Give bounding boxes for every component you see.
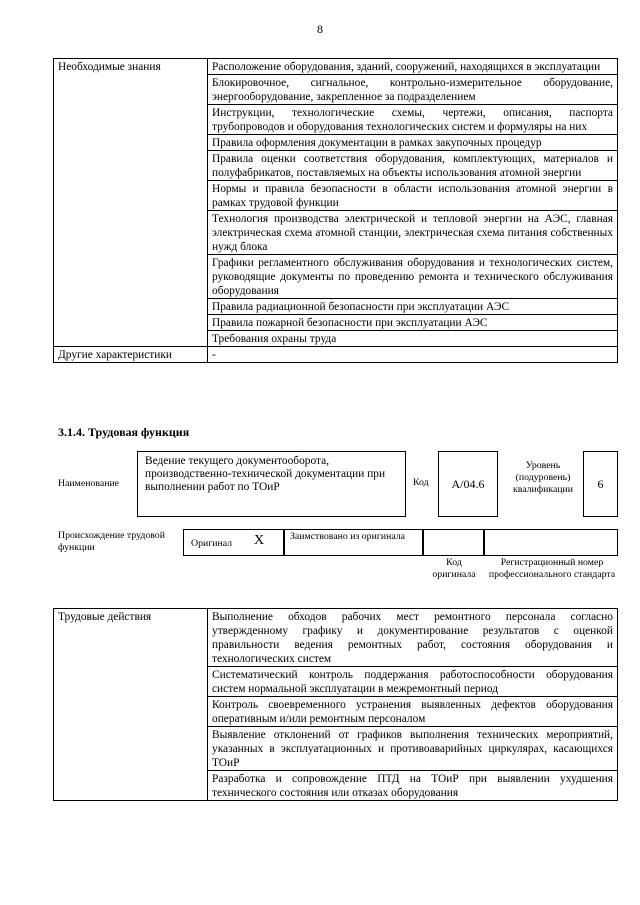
- knowledge-item: Нормы и правила безопасности в области использования атомной энергии в рамках трудовой функции: [208, 181, 618, 211]
- knowledge-item: Технология производства электрической и тепловой энергии на АЭС, главная электрическая схема атомной станции, электрическая схема питания собственных нужд блока: [208, 211, 618, 255]
- knowledge-table: [53, 58, 618, 363]
- knowledge-item: Графики регламентного обслуживания оборудования и технологических систем, руководящие документы по проведению ремонта и технического обслуживания оборудования: [208, 255, 618, 299]
- code-label: Код: [413, 477, 429, 488]
- original-label: Оригинал: [191, 538, 233, 549]
- action-item: Выявление отклонений от графиков выполнения технических мероприятий, указанных в эксплуатационных и противоаварийных циркулярах, касающихся ТОиР: [208, 727, 618, 771]
- origin-label: Происхождение трудовой функции: [58, 530, 165, 553]
- knowledge-item: Инструкции, технологические схемы, чертежи, описания, паспорта трубопроводов и оборудования технологических систем и формуляры на них: [208, 105, 618, 135]
- action-item: Систематический контроль поддержания работоспособности оборудования систем нормальной эксплуатации в межремонтный период: [208, 667, 618, 697]
- level-value: 6: [583, 451, 618, 517]
- knowledge-item: Требования охраны труда: [208, 331, 618, 347]
- knowledge-item: Правила пожарной безопасности при эксплуатации АЭС: [208, 315, 618, 331]
- action-item: Разработка и сопровождение ПТД на ТОиР при выявлении ухудшения технического состояния или отказах оборудования: [208, 771, 618, 801]
- original-mark: X: [254, 533, 265, 548]
- knowledge-item: Расположение оборудования, зданий, сооружений, находящихся в эксплуатации: [208, 59, 618, 75]
- page-number: 8: [317, 22, 323, 36]
- reg-number-label: Регистрационный номер профессионального стандарта: [488, 557, 616, 580]
- name-label: Наименование: [58, 478, 120, 489]
- function-name-value: Ведение текущего документооборота, производственно-технической документации при выполнении работ по ТОиР: [137, 451, 406, 517]
- knowledge-item: Правила оценки соответствия оборудования, комплектующих, материалов и полуфабрикатов, поставляемых на объекты использования атомной энергии: [208, 151, 618, 181]
- other-characteristics-value: -: [208, 347, 618, 363]
- knowledge-label: Необходимые знания: [54, 59, 208, 347]
- function-code-value: A/04.6: [438, 451, 498, 517]
- actions-label: Трудовые действия: [54, 609, 208, 801]
- section-heading: 3.1.4. Трудовая функция: [58, 425, 190, 439]
- borrowed-label: Заимствовано из оригинала: [290, 531, 405, 542]
- knowledge-item: Правила радиационной безопасности при эксплуатации АЭС: [208, 299, 618, 315]
- level-label: Уровень (подуровень) квалификации: [512, 460, 574, 495]
- other-characteristics-label: Другие характеристики: [54, 347, 208, 363]
- reg-number-cell: [484, 529, 618, 556]
- knowledge-item: Правила оформления документации в рамках закупочных процедур: [208, 135, 618, 151]
- action-item: Контроль своевременного устранения выявленных дефектов оборудования оперативным и/или ремонтным персоналом: [208, 697, 618, 727]
- action-item: Выполнение обходов рабочих мест ремонтного персонала согласно утвержденному графику и документирование результатов с оценкой правильности ведения ремонтных работ, состояния оборудования и технологических систем: [208, 609, 618, 667]
- code-original-cell: [423, 529, 484, 556]
- actions-table: [53, 608, 618, 801]
- code-original-label: Код оригинала: [432, 557, 476, 580]
- knowledge-item: Блокировочное, сигнальное, контрольно-измерительное оборудование, энергооборудование, закрепленное за подразделением: [208, 75, 618, 105]
